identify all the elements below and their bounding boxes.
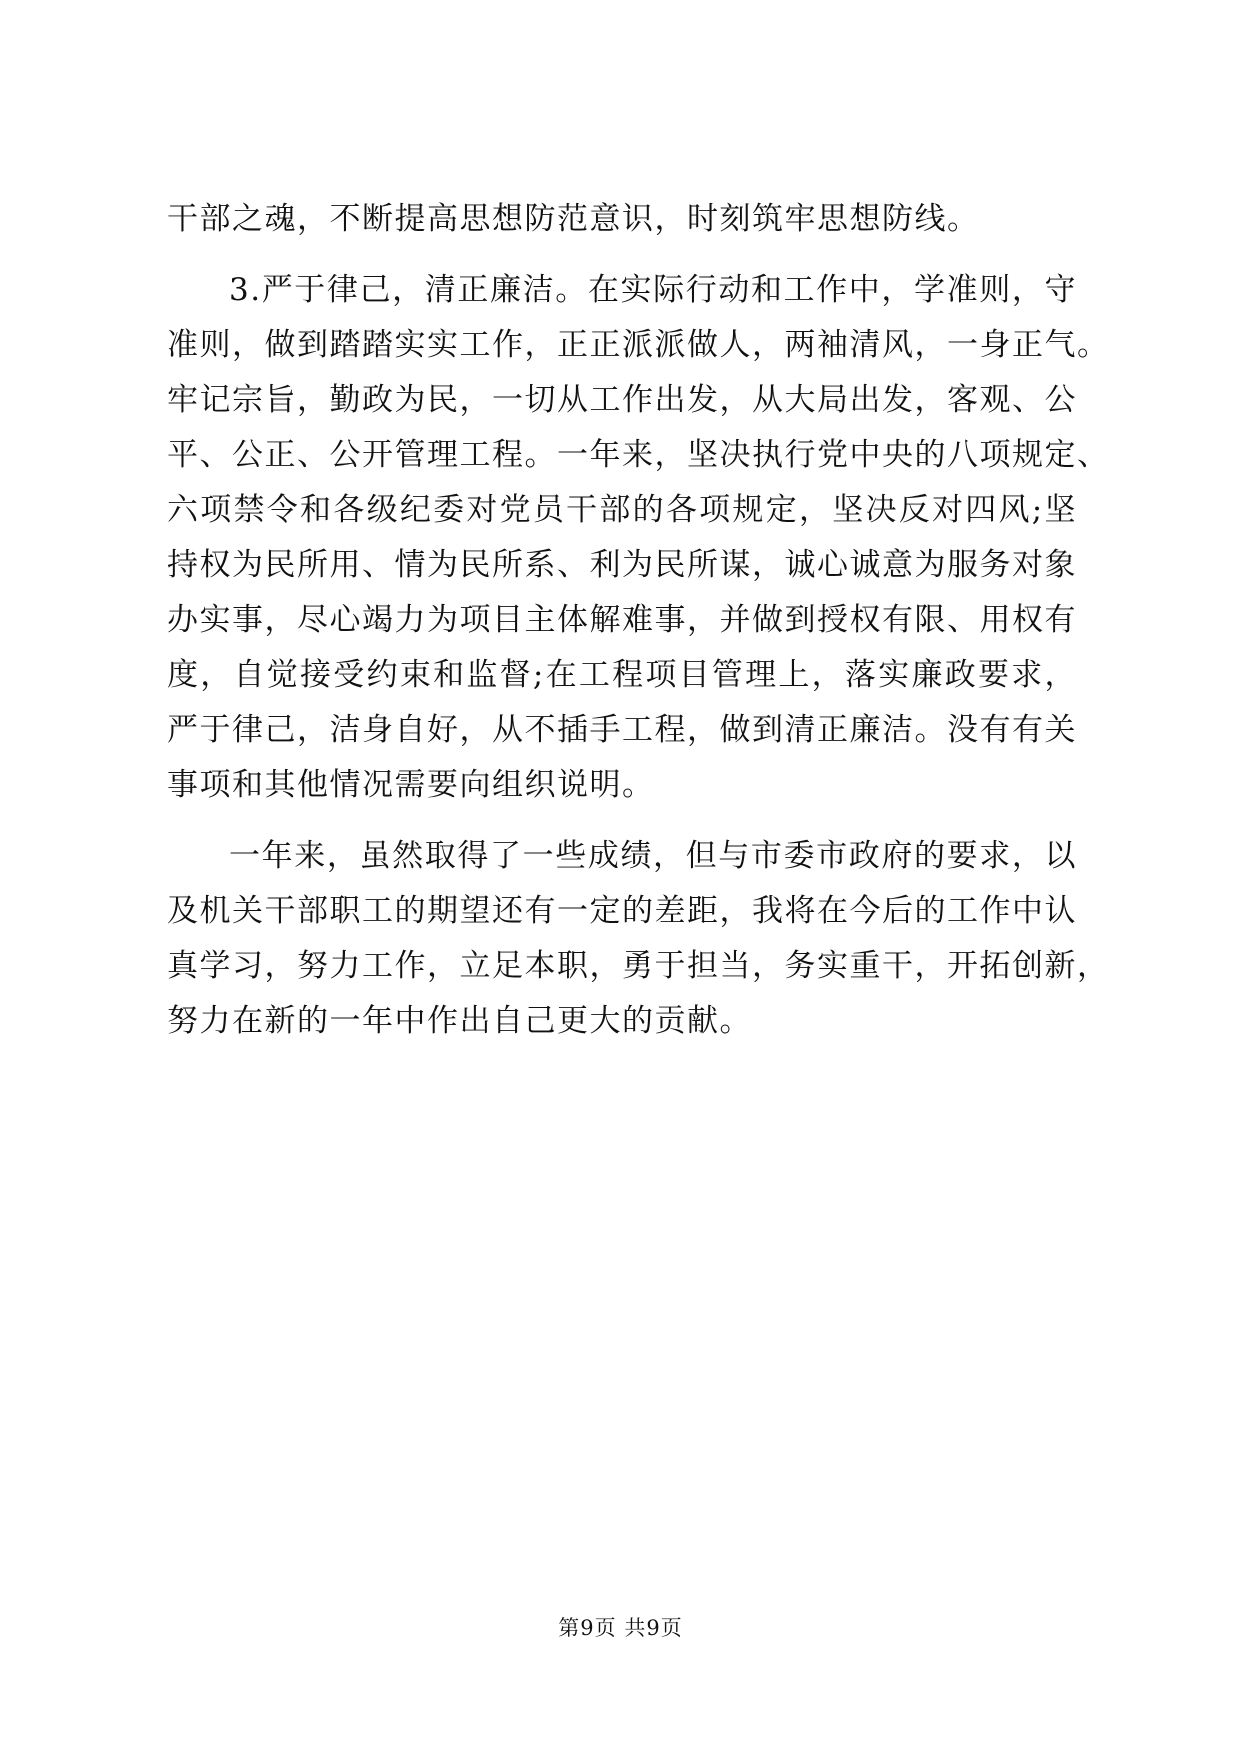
document-body xyxy=(167,192,1110,1049)
paragraph-line: 六项禁令和各级纪委对党员干部的各项规定，坚决反对四风;坚 xyxy=(167,492,1077,528)
paragraph-line: 办实事，尽心竭力为项目主体解难事，并做到授权有限、用权有 xyxy=(167,602,1077,638)
paragraph-line: 3.严于律己，清正廉洁。在实际行动和工作中，学准则，守 xyxy=(229,272,1077,308)
paragraph-line: 努力在新的一年中作出自己更大的贡献。 xyxy=(167,1003,752,1039)
page-number: 第9页 共9页 xyxy=(558,1616,683,1640)
paragraph-line: 事项和其他情况需要向组织说明。 xyxy=(167,767,655,803)
paragraph-line: 干部之魂，不断提高思想防范意识，时刻筑牢思想防线。 xyxy=(167,201,980,237)
paragraph-line: 牢记宗旨，勤政为民，一切从工作出发，从大局出发，客观、公 xyxy=(167,382,1077,418)
paragraph-line: 及机关干部职工的期望还有一定的差距，我将在今后的工作中认 xyxy=(167,893,1077,929)
paragraph-line: 持权为民所用、情为民所系、利为民所谋，诚心诚意为服务对象 xyxy=(167,547,1077,583)
paragraph-line: 一年来，虽然取得了一些成绩，但与市委市政府的要求，以 xyxy=(229,838,1077,874)
paragraph-line: 平、公正、公开管理工程。一年来，坚决执行党中央的八项规定、 xyxy=(167,437,1110,473)
paragraph-line: 严于律己，洁身自好，从不插手工程，做到清正廉洁。没有有关 xyxy=(167,712,1077,748)
paragraph-line: 准则，做到踏踏实实工作，正正派派做人，两袖清风，一身正气。 xyxy=(167,327,1110,363)
paragraph-line: 度，自觉接受约束和监督;在工程项目管理上，落实廉政要求， xyxy=(167,657,1077,693)
paragraph-line: 真学习，努力工作，立足本职，勇于担当，务实重干，开拓创新， xyxy=(167,948,1110,984)
